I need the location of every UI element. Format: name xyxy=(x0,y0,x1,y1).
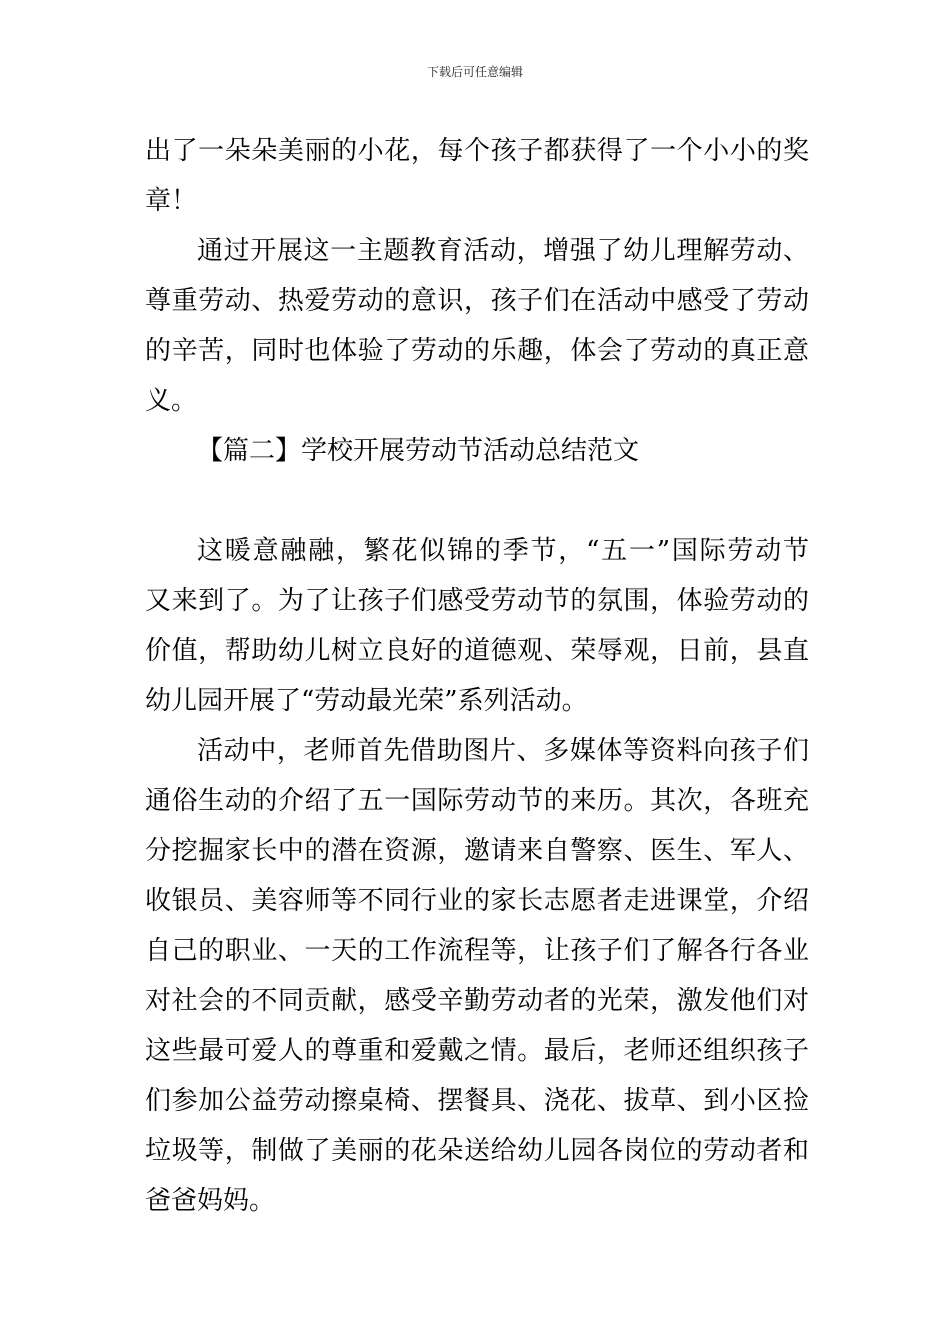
text-line: 幼儿园开展了“劳动最光荣”系列活动。 xyxy=(145,686,588,716)
text-line: 对社会的不同贡献，感受辛勤劳动者的光荣，激发他们对 xyxy=(145,986,809,1016)
text-line: 义。 xyxy=(145,386,198,416)
document-body xyxy=(145,126,809,1226)
text-line: 尊重劳动、热爱劳动的意识，孩子们在活动中感受了劳动 xyxy=(145,286,809,316)
paragraph xyxy=(145,126,809,226)
page-header: 下载后可任意编辑 xyxy=(426,65,523,79)
text-line: 又来到了。为了让孩子们感受劳动节的氛围，体验劳动的 xyxy=(145,586,809,616)
text-line: 这些最可爱人的尊重和爱戴之情。最后，老师还组织孩子 xyxy=(145,1036,809,1066)
text-line: 爸爸妈妈。 xyxy=(145,1186,276,1216)
text-line: 自己的职业、一天的工作流程等，让孩子们了解各行各业 xyxy=(145,936,809,966)
text-line: 章！ xyxy=(145,186,198,216)
text-line: 价值，帮助幼儿树立良好的道德观、荣辱观，日前，县直 xyxy=(145,636,809,666)
text-line: 分挖掘家长中的潜在资源，邀请来自警察、医生、军人、 xyxy=(145,836,809,866)
section-heading: 【篇二】学校开展劳动节活动总结范文 xyxy=(197,436,640,466)
paragraph xyxy=(145,726,809,1226)
paragraph xyxy=(145,226,809,426)
text-line: 通过开展这一主题教育活动，增强了幼儿理解劳动、 xyxy=(197,236,809,266)
text-line: 垃圾等，制做了美丽的花朵送给幼儿园各岗位的劳动者和 xyxy=(145,1136,809,1166)
text-line: 通俗生动的介绍了五一国际劳动节的来历。其次，各班充 xyxy=(145,786,809,816)
text-line: 这暖意融融，繁花似锦的季节，“五一”国际劳动节 xyxy=(197,536,809,566)
text-line: 活动中，老师首先借助图片、多媒体等资料向孩子们 xyxy=(197,736,809,766)
paragraph xyxy=(145,526,809,726)
blank-line xyxy=(145,476,809,526)
text-line: 收银员、美容师等不同行业的家长志愿者走进课堂，介绍 xyxy=(145,886,809,916)
text-line: 的辛苦，同时也体验了劳动的乐趣，体会了劳动的真正意 xyxy=(145,336,809,366)
text-line: 出了一朵朵美丽的小花，每个孩子都获得了一个小小的奖 xyxy=(145,136,809,166)
text-line: 们参加公益劳动擦桌椅、摆餐具、浇花、拔草、到小区捡 xyxy=(145,1086,809,1116)
